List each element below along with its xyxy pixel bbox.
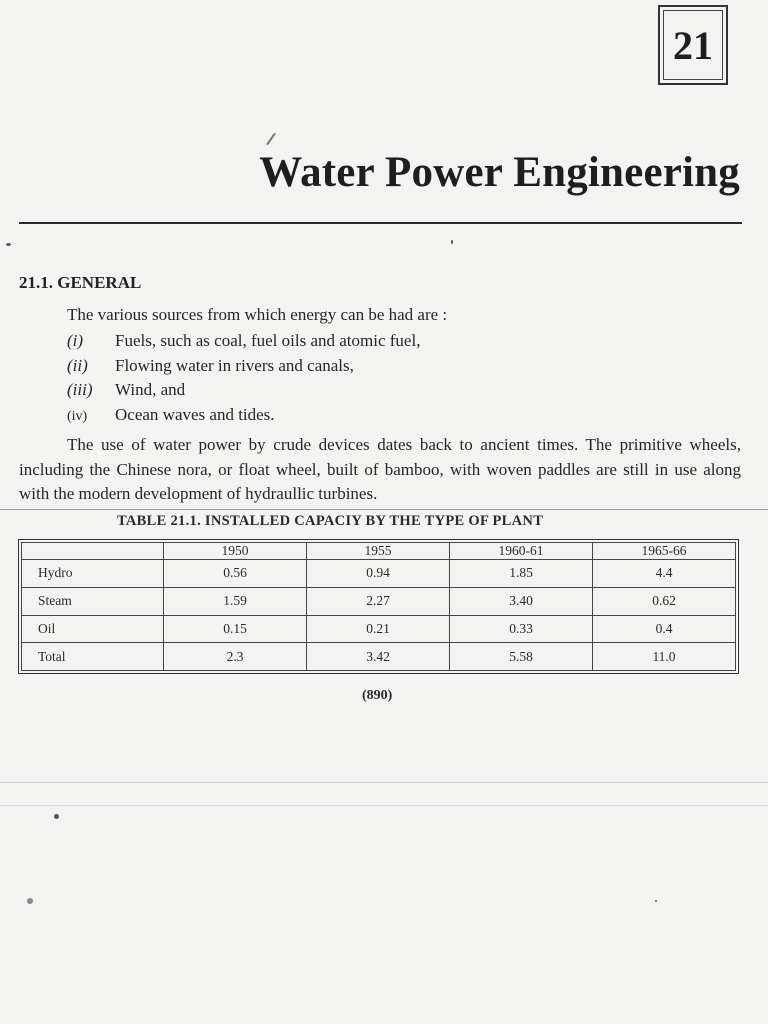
scan-speck bbox=[655, 900, 657, 902]
paper-fold-line bbox=[0, 782, 768, 783]
table-header-cell bbox=[22, 543, 164, 560]
list-item-text: Fuels, such as coal, fuel oils and atomic fuel, bbox=[115, 331, 421, 350]
scan-speck bbox=[27, 898, 33, 904]
list-item bbox=[67, 331, 420, 356]
table-cell: 5.58 bbox=[450, 643, 593, 671]
table-caption: TABLE 21.1. INSTALLED CAPACIY BY THE TYPE OF PLANT bbox=[117, 513, 544, 529]
table-row bbox=[22, 643, 736, 671]
list-item-number: (i) bbox=[67, 331, 84, 350]
scan-speck bbox=[54, 814, 59, 819]
list-item-number: (iii) bbox=[67, 380, 93, 399]
paper-fold-line bbox=[0, 805, 768, 806]
row-label: Oil bbox=[22, 615, 164, 643]
table-cell: 3.40 bbox=[450, 587, 593, 615]
table-cell: 0.94 bbox=[307, 560, 450, 588]
row-label: Hydro bbox=[22, 560, 164, 588]
list-item-text: Flowing water in rivers and canals, bbox=[115, 355, 354, 375]
list-item-number: (ii) bbox=[67, 355, 88, 375]
row-label: Total bbox=[22, 643, 164, 671]
table-cell: 0.21 bbox=[307, 615, 450, 643]
table-header-cell: 1955 bbox=[307, 543, 450, 560]
table-header-cell: 1965-66 bbox=[593, 543, 736, 560]
table-header-cell: 1960-61 bbox=[450, 543, 593, 560]
list-item bbox=[67, 356, 420, 381]
list-item bbox=[67, 380, 420, 405]
table-cell: 0.15 bbox=[164, 615, 307, 643]
table-cell: 2.3 bbox=[164, 643, 307, 671]
table-row bbox=[22, 587, 736, 615]
chapter-number-box bbox=[658, 5, 728, 85]
page-number: (890) bbox=[362, 688, 393, 703]
intro-text: The various sources from which energy can be had are : bbox=[67, 305, 448, 324]
list-item-text: Wind, and bbox=[115, 380, 186, 399]
scan-edge-line bbox=[0, 509, 768, 510]
table-cell: 11.0 bbox=[593, 643, 736, 671]
table-cell: 0.4 bbox=[593, 615, 736, 643]
table-cell: 1.85 bbox=[450, 560, 593, 588]
list-item-number: (iv) bbox=[67, 408, 88, 424]
table-cell: 0.56 bbox=[164, 560, 307, 588]
table-cell: 1.59 bbox=[164, 587, 307, 615]
list-item-text: Ocean waves and tides. bbox=[115, 404, 275, 424]
table-row bbox=[22, 615, 736, 643]
scan-speck bbox=[266, 133, 276, 146]
chapter-number: 21 bbox=[673, 22, 713, 68]
table-header-row bbox=[22, 543, 736, 560]
row-label: Steam bbox=[22, 587, 164, 615]
capacity-table bbox=[21, 542, 736, 671]
table-cell: 3.42 bbox=[307, 643, 450, 671]
scan-speck bbox=[6, 243, 11, 246]
table-cell: 4.4 bbox=[593, 560, 736, 588]
capacity-table-frame bbox=[18, 539, 739, 674]
table-cell: 0.62 bbox=[593, 587, 736, 615]
body-paragraph: The use of water power by crude devices dates back to ancient times. The primitive wheels, including the Chinese nora, or float wheel, built of bamboo, with woven paddles are still in use along with the modern development of hydraullic turbines. bbox=[19, 435, 741, 503]
title-divider bbox=[19, 222, 742, 224]
table-header-cell: 1950 bbox=[164, 543, 307, 560]
table-cell: 0.33 bbox=[450, 615, 593, 643]
scan-speck bbox=[451, 240, 453, 244]
chapter-title: Water Power Engineering bbox=[259, 149, 740, 196]
energy-sources-list bbox=[67, 331, 420, 429]
list-item bbox=[67, 405, 420, 430]
table-cell: 2.27 bbox=[307, 587, 450, 615]
table-row bbox=[22, 560, 736, 588]
section-heading: 21.1. GENERAL bbox=[19, 273, 142, 292]
